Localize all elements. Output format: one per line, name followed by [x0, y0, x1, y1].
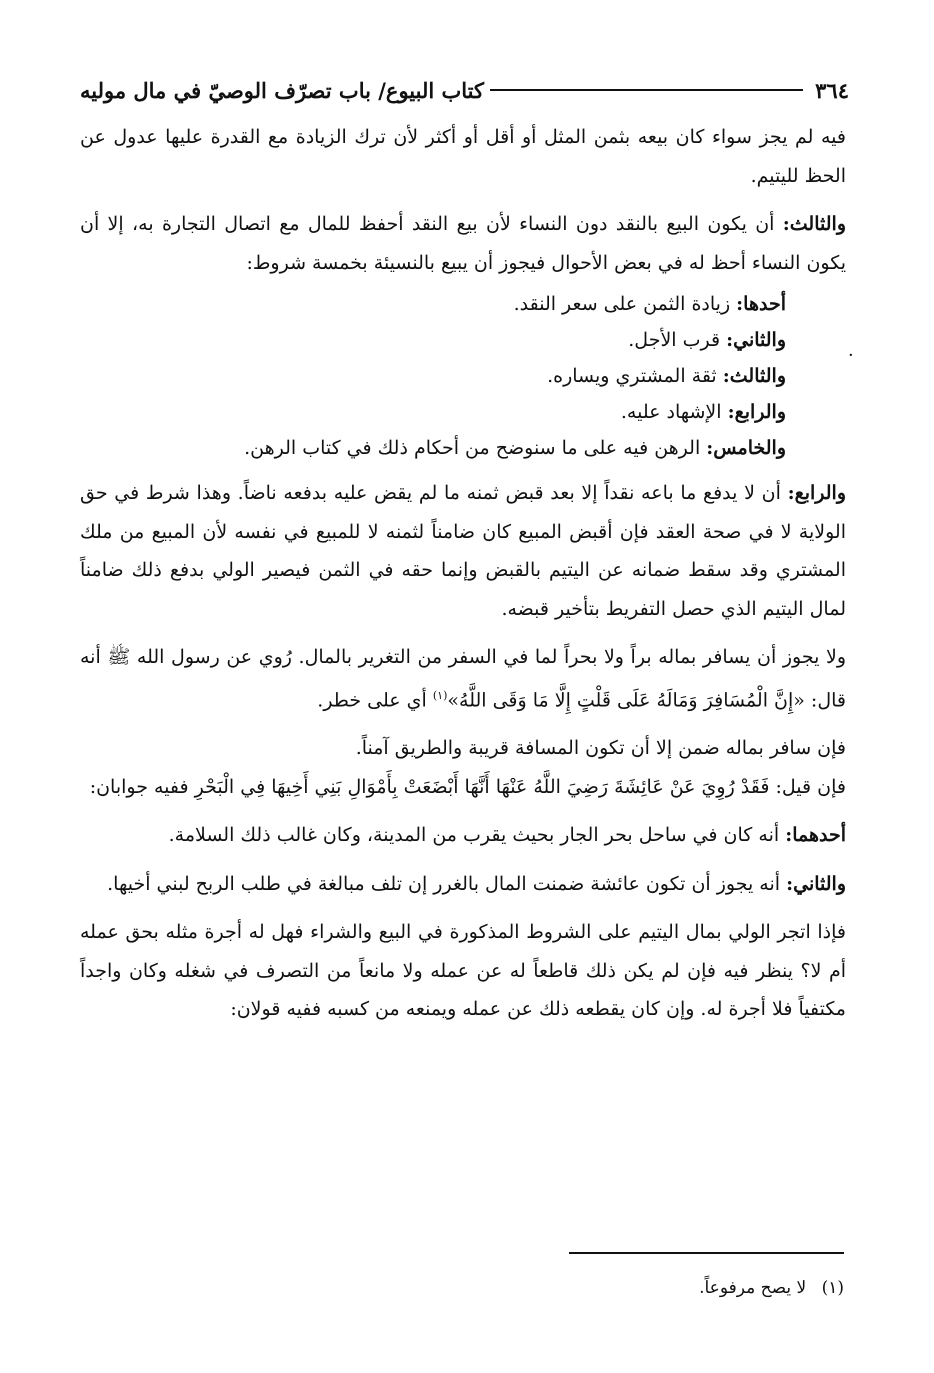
paragraph-text: أنه يجوز أن تكون عائشة ضمنت المال بالغرر إن تلف مبالغة في طلب الربح لبني أخيها. — [107, 872, 787, 895]
paragraph-4 — [80, 638, 846, 719]
footnote-ref[interactable]: (١) — [432, 688, 448, 702]
paragraph-lead: والثالث: — [782, 213, 846, 235]
list-item — [80, 430, 786, 466]
list-lead: والثالث: — [722, 365, 786, 387]
paragraph-8 — [80, 865, 846, 904]
main-text — [80, 118, 846, 1039]
paragraph-text: أن لا يدفع ما باعه نقداً إلا بعد قبض ثمنه ما لم يقض عليه بدفعه ناضاً. وهذا شرط في حق الولاية لا في صحة العقد فإن أقبض المبيع كان ضامناً لثمنه لا للمبيع في نفسه لأن المبيع من ملك المشتري وقد سقط ضمانه عن اليتيم بالقبض وإنما حقه في الثمن فيصير الولي بدفع ذلك ضامناً لمال اليتيم الذي حصل التفريط بتأخير قبضه. — [80, 482, 846, 620]
footnote-rule — [569, 1252, 844, 1254]
list-text: قرب الأجل. — [628, 329, 727, 351]
list-item — [80, 358, 786, 394]
list-lead: والثاني: — [726, 329, 786, 351]
paragraph-lead: والرابع: — [787, 482, 846, 504]
paragraph-9: فإذا اتجر الولي بمال اليتيم على الشروط المذكورة في البيع والشراء فهل له أجرة مثله بحق عمله أم لا؟ ينظر فيه فإن لم يكن ذلك قاطعاً له عن عمله ولا مانعاً من التصرف في شغله وكان واجداً مكتفياً فلا أجرة له. وإن كان يقطعه ذلك عن عمله ويمنعه من كسبه ففيه قولان: — [80, 921, 846, 1021]
page-number: ٣٦٤ — [815, 77, 849, 103]
header-rule — [490, 89, 803, 91]
list-text: زيادة الثمن على سعر النقد. — [513, 293, 737, 315]
footnote-text: لا يصح مرفوعاً. — [699, 1278, 807, 1298]
running-header — [80, 70, 849, 110]
list-text: الرهن فيه على ما سنوضح من أحكام ذلك في كتاب الرهن. — [244, 437, 707, 459]
list-item — [80, 322, 786, 358]
margin-dot: · — [848, 345, 854, 366]
list-text: ثقة المشتري ويساره. — [547, 365, 723, 387]
paragraph-text: أن يكون البيع بالنقد دون النساء لأن بيع النقد أحفظ للمال مع اتصال التجارة به، إلا أن يكون النساء أحظ له في بعض الأحوال فيجوز أن يبيع بالنسيئة بخمسة شروط: — [80, 213, 846, 274]
header-title: كتاب البيوع/ باب تصرّف الوصيّ في مال موليه — [80, 77, 485, 103]
list-item — [80, 286, 786, 322]
list-lead: والخامس: — [706, 437, 786, 459]
list-item — [80, 394, 786, 430]
list-text: الإشهاد عليه. — [620, 401, 728, 423]
paragraph-7 — [80, 816, 846, 855]
paragraph-3 — [80, 474, 846, 628]
paragraph-2 — [80, 205, 846, 282]
paragraph-text: أي على خطر. — [317, 688, 433, 711]
footnote — [80, 1278, 844, 1298]
paragraph-lead: والثاني: — [786, 872, 846, 895]
paragraph-text: أنه كان في ساحل بحر الجار بحيث يقرب من المدينة، وكان غالب ذلك السلامة. — [168, 824, 786, 847]
footnote-number: (١) — [821, 1278, 844, 1298]
list-lead: والرابع: — [727, 401, 786, 423]
conditions-list — [80, 286, 846, 466]
paragraph-6: فإن قيل: فَقَدْ رُوِيَ عَنْ عَائِشَةَ رَضِيَ اللَّهُ عَنْهَا أَنَّهَا أَبْضَعَتْ بِأَمْوَالِ بَنِي أَخِيهَا فِي الْبَحْرِ ففيه جوابان: — [89, 775, 846, 798]
paragraph-1: فيه لم يجز سواء كان بيعه بثمن المثل أو أقل أو أكثر لأن ترك الزيادة مع القدرة عليها عدول عن الحظ لليتيم. — [80, 126, 846, 187]
paragraph-lead: أحدهما: — [785, 824, 846, 847]
list-lead: أحدها: — [736, 293, 786, 315]
paragraph-text: ولا يجوز أن يسافر بماله براً ولا بحراً لما في السفر من التغرير بالمال. رُوي عن رسول الله ﷺ أنه قال: «إِنَّ الْمُسَافِرَ وَمَالَهُ عَلَى قَلْتٍ إِلَّا مَا وَقَى اللَّهُ» — [80, 646, 846, 711]
paragraph-5: فإن سافر بماله ضمن إلا أن تكون المسافة قريبة والطريق آمناً. — [355, 737, 846, 760]
